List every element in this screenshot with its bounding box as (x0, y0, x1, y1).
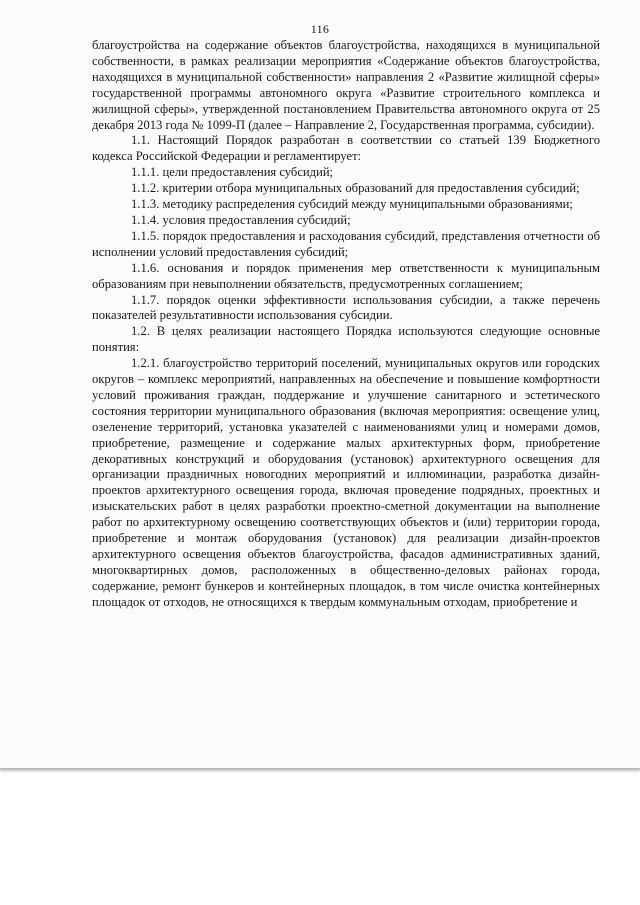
paragraph: 1.1.4. условия предоставления субсидий; (131, 212, 351, 227)
paragraph: 1.1.6. основания и порядок применения мер ответственности к муниципальным образованиям при невыполнении обязательств, предусмотренных соглашением; (92, 260, 600, 291)
paragraph: 1.2. В целях реализации настоящего Порядка используются следующие основные понятия: (92, 324, 600, 355)
page-number: 116 (310, 22, 330, 36)
paragraph: 1.1.3. методику распределения субсидий между муниципальными образованиями; (131, 197, 573, 212)
paragraph: благоустройства на содержание объектов благоустройства, находящихся в муниципальной собственности, в рамках реализации мероприятия «Содержание объектов благоустройства, находящихся в муниципальной собственности» направления 2 «Развитие жилищной сферы» государственной программы автономного округа «Развитие строительного комплекса и жилищной сферы», утвержденной постановлением Правительства автономного округа от 25 декабря 2013 года № 1099-П (далее – Направление 2, Государственная программа, субсидии). (92, 38, 600, 132)
paragraph: 1.1.1. цели предоставления субсидий; (131, 165, 334, 180)
paragraph: 1.1. Настоящий Порядок разработан в соответствии со статьей 139 Бюджетного кодекса Российской Федерации и регламентирует: (92, 133, 600, 164)
document-body (92, 38, 600, 611)
paragraph: 1.1.2. критерии отбора муниципальных образований для предоставления субсидий; (131, 181, 580, 196)
paragraph: 1.1.5. порядок предоставления и расходования субсидий, представления отчетности об исполнении условий предоставления субсидий; (92, 228, 600, 259)
paragraph: 1.2.1. благоустройство территорий поселений, муниципальных округов или городских округов – комплекс мероприятий, направленных на обеспечение и повышение комфортности условий проживания граждан, поддержание и улучшение санитарного и эстетического состояния территории муниципального образования (включая мероприятия: освещение улиц, озеленение территорий, установка указателей с наименованиями улиц и номерами домов, приобретение, размещение и содержание малых архитектурных форм, приобретение декоративных конструкций и оборудования (установок) архитектурного освещения для организации праздничных новогодних мероприятий и иллюминации, разработка дизайн-проектов архитектурного освещения города, включая проведение подрядных, проектных и изыскательских работ в целях разработки проектно-сметной документации на выполнение работ по архитектурному освещению соответствующих объектов и (или) территории города, приобретение и монтаж оборудования (установок) для реализации дизайн-проектов архитектурного освещения объектов благоустройства, фасадов административных зданий, многоквартирных домов, расположенных в общественно-деловых районах города, содержание, ремонт бункеров и контейнерных площадок, в том числе очистка контейнерных площадок от отходов, не относящихся к твердым коммунальным отходам, приобретение и (92, 356, 600, 609)
paragraph: 1.1.7. порядок оценки эффективности использования субсидии, а также перечень показателей результативности использования субсидии. (92, 292, 600, 323)
